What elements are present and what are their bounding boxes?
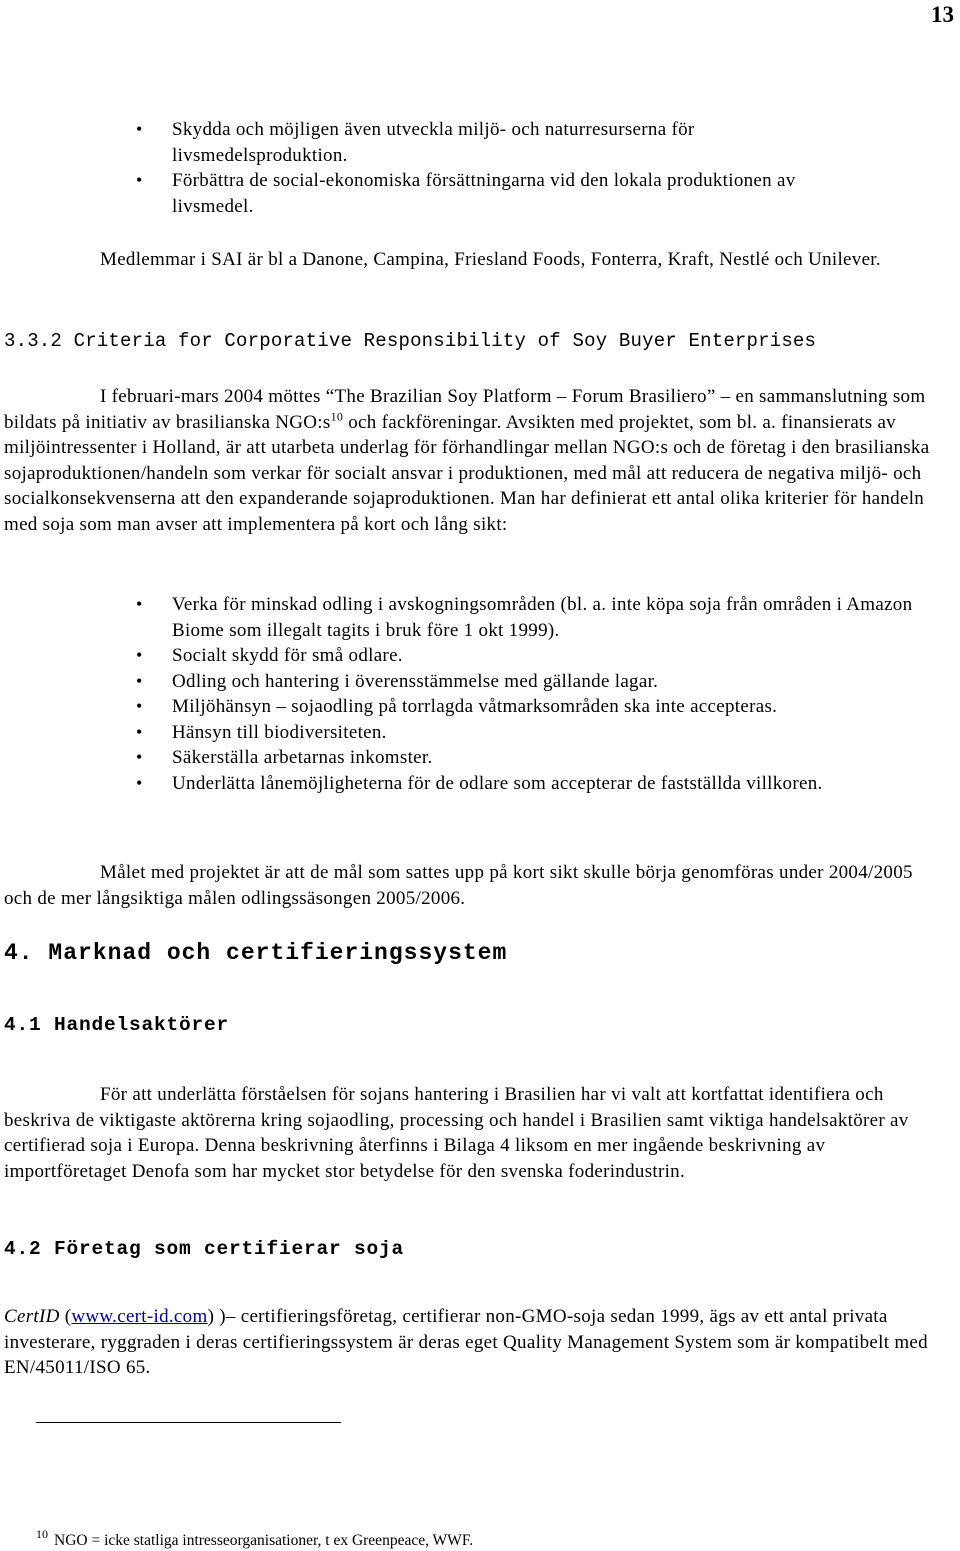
list-item: • Skydda och möjligen även utveckla miljö- och naturresurserna för livsmedelsproduktion. [172, 117, 872, 168]
footnote-reference[interactable]: 10 [330, 409, 344, 424]
members-paragraph: Medlemmar i SAI är bl a Danone, Campina, Friesland Foods, Fonterra, Kraft, Nestlé och Unilever. [100, 249, 881, 270]
certid-description: ) )– certifieringsföretag, certifierar non-GMO-soja sedan 1999, ägs av ett antal privata investerare, ryggraden i deras certifieringssystem är deras eget Quality Management System som är kompatibelt med EN/45011/ISO 65. [4, 1306, 928, 1378]
platform-text-1: I februari-mars 2004 möttes “The Brazilian Soy Platform – Forum Brasiliero” – en sammanslutning som bildats på initiativ av brasilianska NGO:s [4, 386, 926, 433]
platform-text-2: och fackföreningar. Avsikten med projektet, som bl. a. finansierats av miljöintressenter i Holland, är att utarbeta underlag för förhandlingar mellan NGO:s och de företag i den brasilianska sojaproduktionen/handeln som verkar för socialt ansvar i produktionen, med mål att reducera de negativa miljö- och socialkonsekvenserna att den expanderande sojaproduktionen. Man har definierat ett antal olika kriterier för handeln med soja som man avser att implementera på kort och lång sikt: [4, 411, 930, 535]
cert-id-link[interactable]: www.cert-id.com [71, 1306, 208, 1327]
footnote-divider [36, 1422, 341, 1423]
paren-open: ( [59, 1306, 72, 1327]
footnote-number: 10 [36, 1527, 48, 1541]
list-item: • Socialt skydd för små odlare. [172, 643, 932, 669]
list-item: • Säkerställa arbetarnas inkomster. [172, 745, 932, 771]
certid-paragraph [4, 1304, 944, 1381]
footnote [36, 1524, 473, 1551]
goal-paragraph: Målet med projektet är att de mål som sattes upp på kort sikt skulle börja genomföras under 2004/2005 och de mer långsiktiga målen odlingssäsongen 2005/2006. [4, 862, 913, 909]
list-item: • Miljöhänsyn – sojaodling på torrlagda våtmarksområden ska inte accepteras. [172, 694, 932, 720]
section-heading-3-3-2: 3.3.2 Criteria for Corporative Responsibility of Soy Buyer Enterprises [4, 330, 817, 352]
actors-paragraph: För att underlätta förståelsen för sojans hantering i Brasilien har vi valt att kortfattat identifiera och beskriva de viktigaste aktörerna kring sojaodling, processing och handel i Brasilien samt viktiga handelsaktörer av certifierad soja i Europa. Denna beskrivning återfinns i Bilaga 4 liksom en mer ingående beskrivning av importföretaget Denofa som har mycket stor betydelse för den svenska foderindustrin. [4, 1084, 909, 1182]
section-heading-4-2: 4.2 Företag som certifierar soja [4, 1238, 405, 1260]
criteria-bullet-list [172, 592, 932, 796]
list-item: • Underlätta lånemöjligheterna för de odlare som accepterar de fastställda villkoren. [172, 771, 932, 797]
goals-bullet-list [172, 117, 872, 219]
list-item: • Odling och hantering i överensstämmelse med gällande lagar. [172, 669, 932, 695]
list-item: • Förbättra de social-ekonomiska försättningarna vid den lokala produktionen av livsmedel. [172, 168, 872, 219]
section-heading-4-1: 4.1 Handelsaktörer [4, 1014, 230, 1036]
footnote-text: NGO = icke statliga intresseorganisationer, t ex Greenpeace, WWF. [54, 1532, 474, 1549]
list-item: • Verka för minskad odling i avskogningsområden (bl. a. inte köpa soja från områden i Amazon Biome som illegalt tagits i bruk före 1 okt 1999). [172, 592, 932, 643]
company-name: CertID [4, 1306, 60, 1327]
section-heading-4: 4. Marknad och certifieringssystem [4, 940, 508, 966]
page-number: 13 [931, 2, 954, 27]
platform-paragraph [4, 384, 944, 537]
list-item: • Hänsyn till biodiversiteten. [172, 720, 932, 746]
